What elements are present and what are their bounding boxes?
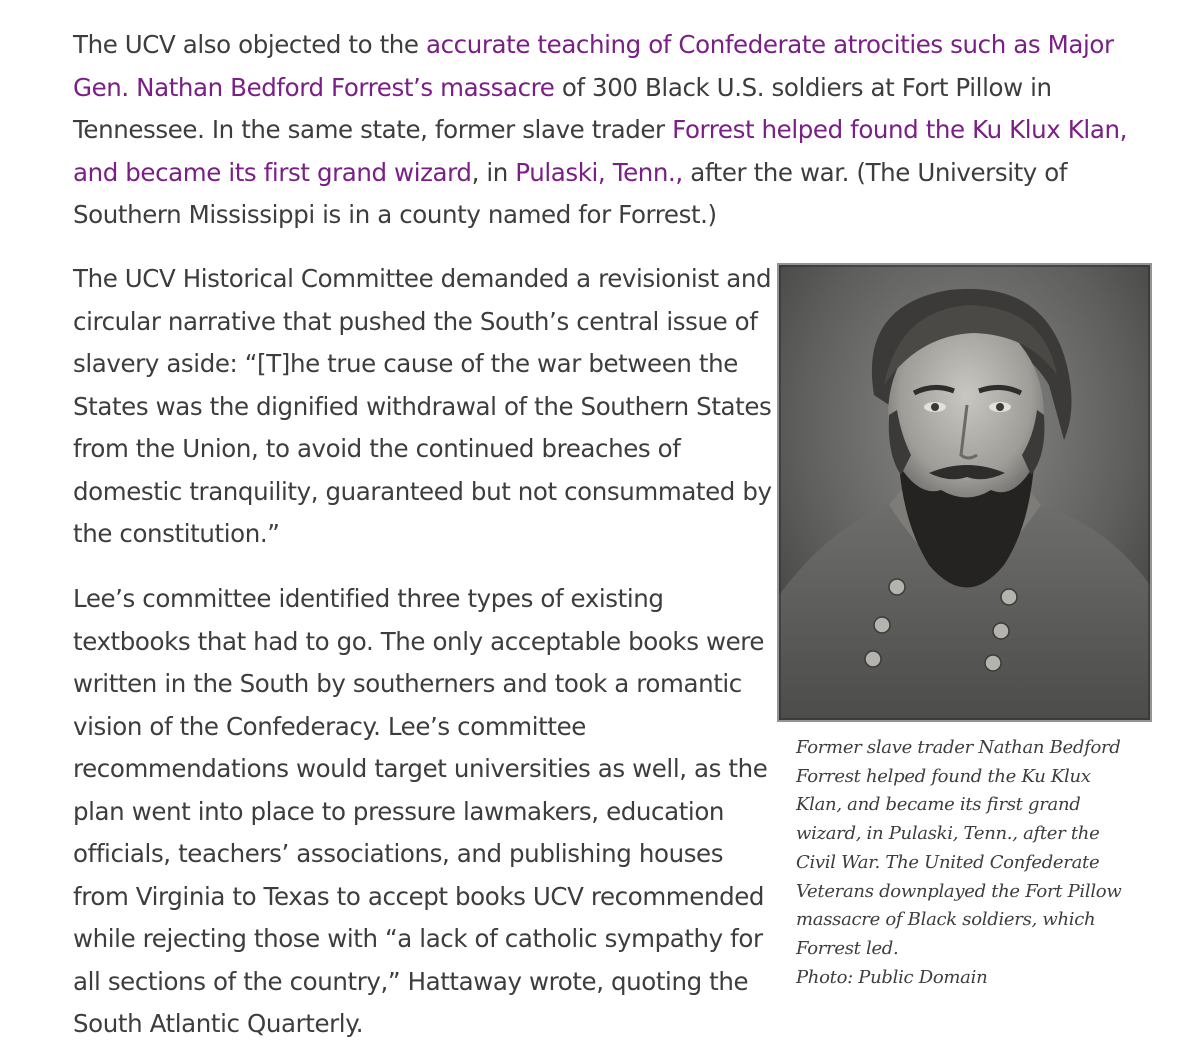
paragraph-historical-committee: The UCV Historical Committee demanded a revisionist and circular narrative that pushed the South’s central issue of slavery aside: “[T]he true cause of the war between the States was the dignified withdrawal of the Southern States from the Union, to avoid the continued breaches of domestic tranquility, guaranteed but not consummated by the constitution.” <box>73 264 772 548</box>
link-forrest-kkk[interactable]: Forrest helped found the Ku Klux Klan, and became its first grand wizard <box>73 115 1127 187</box>
paragraph-text: after the war. (The University of Southern Mississippi is in a county named for Forrest.) <box>73 157 1068 229</box>
link-confederate-atrocities[interactable]: accurate teaching of Confederate atrocities such as Major Gen. Nathan Bedford Forrest’s massacre <box>73 30 1114 102</box>
photo-caption <box>796 734 1141 992</box>
link-pulaski-tenn[interactable]: Pulaski, Tenn., <box>515 157 683 187</box>
paragraph-text: , in <box>471 157 516 187</box>
paragraph-text: The UCV also objected to the <box>73 30 426 59</box>
caption-text: Former slave trader Nathan Bedford Forrest helped found the Ku Klux Klan, and became its first grand wizard, in Pulaski, Tenn., after the Civil War. The United Confederate Veterans downplayed the Fort Pillow massacre of Black soldiers, which Forrest led. <box>796 737 1122 959</box>
portrait-figure <box>779 265 1150 992</box>
portrait-photo <box>779 265 1150 720</box>
paragraph-text: of 300 Black U.S. soldiers at Fort Pillow in Tennessee. In the same state, former slave trader <box>73 72 1052 144</box>
photo-credit: Photo: Public Domain <box>796 966 988 988</box>
paragraph-lee-committee: Lee’s committee identified three types of existing textbooks that had to go. The only acceptable books were written in the South by southerners and took a romantic vision of the Confederacy. Lee’s committee recommendations would target universities as well, as the plan went into place to pressure lawmakers, education officials, teachers’ associations, and publishing houses from Virginia to Texas to accept books UCV recommended while rejecting those with “a lack of catholic sympathy for all sections of the country,” Hattaway wrote, quoting the South Atlantic Quarterly. <box>73 584 768 1038</box>
paragraph-ucv-objections <box>73 24 1163 237</box>
